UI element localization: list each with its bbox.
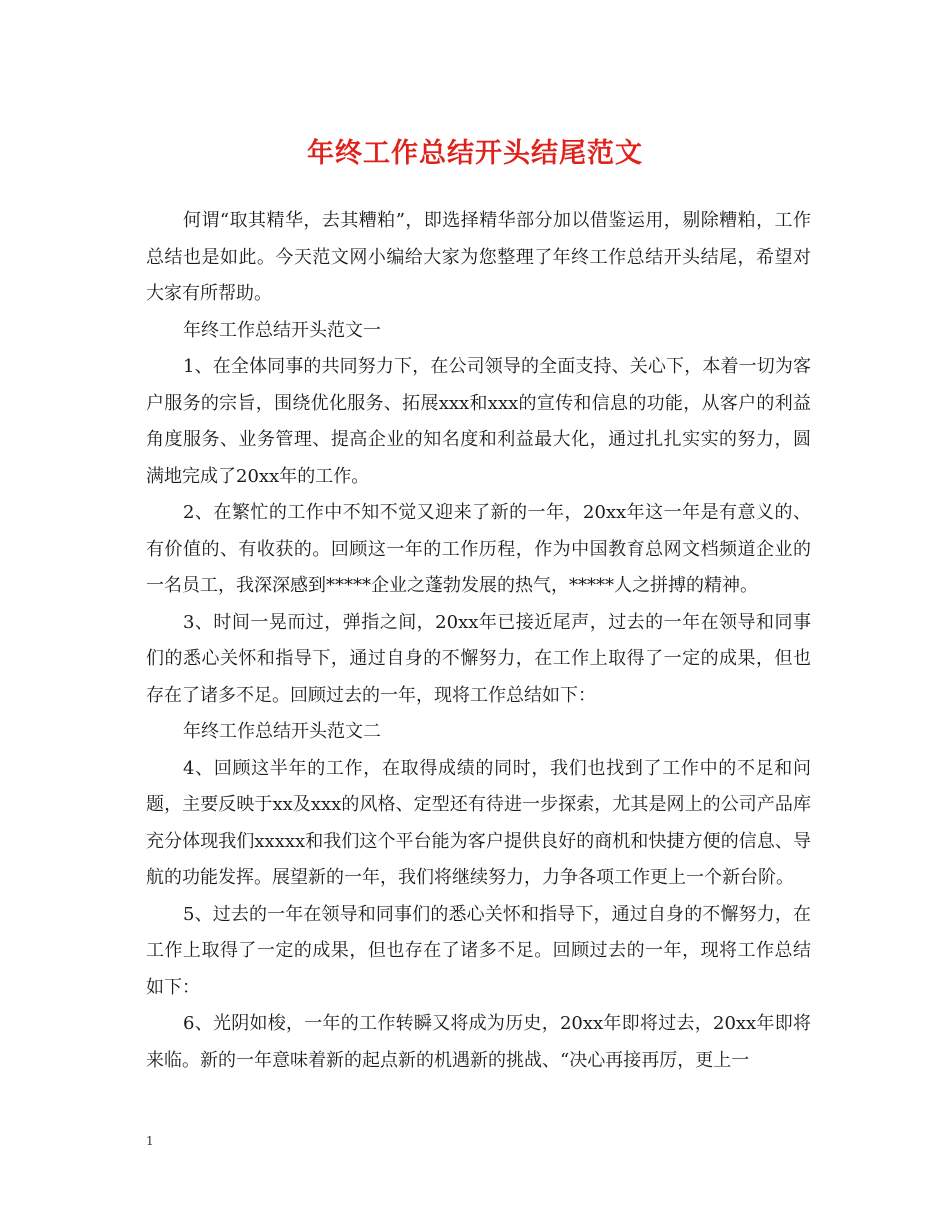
paragraph-item-2: 2、在繁忙的工作中不知不觉又迎来了新的一年，20xx年这一年是有意义的、有价值的、有收获的。回顾这一年的工作历程，作为中国教育总网文档频道企业的一名员工，我深深感到*****企业之蓬勃发展的热气，*****人之拼搏的精神。 bbox=[146, 502, 811, 596]
paragraph-item-3: 3、时间一晃而过，弹指之间，20xx年已接近尾声，过去的一年在领导和同事们的悉心关怀和指导下，通过自身的不懈努力，在工作上取得了一定的成果，但也存在了诸多不足。回顾过去的一年，现将工作总结如下： bbox=[146, 611, 811, 706]
page-number: 1 bbox=[146, 1134, 154, 1148]
document-title: 年终工作总结开头结尾范文 bbox=[307, 138, 643, 169]
section-heading-1: 年终工作总结开头范文一 bbox=[183, 319, 381, 341]
paragraph-item-6: 6、光阴如梭，一年的工作转瞬又将成为历史，20xx年即将过去，20xx年即将来临。新的一年意味着新的起点新的机遇新的挑战、“决心再接再厉，更上一 bbox=[146, 1013, 811, 1071]
document-body bbox=[146, 203, 811, 1079]
paragraph-item-1: 1、在全体同事的共同努力下，在公司领导的全面支持、关心下，本着一切为客户服务的宗旨，围绕优化服务、拓展xxx和xxx的宣传和信息的功能，从客户的利益角度服务、业务管理、提高企业的知名度和利益最大化，通过扎扎实实的努力，圆满地完成了20xx年的工作。 bbox=[146, 356, 811, 487]
paragraph-item-4: 4、回顾这半年的工作，在取得成绩的同时，我们也找到了工作中的不足和问题，主要反映于xx及xxx的风格、定型还有待进一步探索，尤其是网上的公司产品库充分体现我们xxxxx和我们这个平台能为客户提供良好的商机和快捷方便的信息、导航的功能发挥。展望新的一年，我们将继续努力，力争各项工作更上一个新台阶。 bbox=[146, 757, 811, 888]
intro-paragraph: 何谓“取其精华，去其糟粕”，即选择精华部分加以借鉴运用，剔除糟粕，工作总结也是如此。今天范文网小编给大家为您整理了年终工作总结开头结尾，希望对大家有所帮助。 bbox=[146, 210, 811, 304]
paragraph-item-5: 5、过去的一年在领导和同事们的悉心关怀和指导下，通过自身的不懈努力，在工作上取得了一定的成果，但也存在了诸多不足。回顾过去的一年，现将工作总结如下： bbox=[146, 903, 811, 998]
section-heading-2: 年终工作总结开头范文二 bbox=[183, 721, 381, 742]
